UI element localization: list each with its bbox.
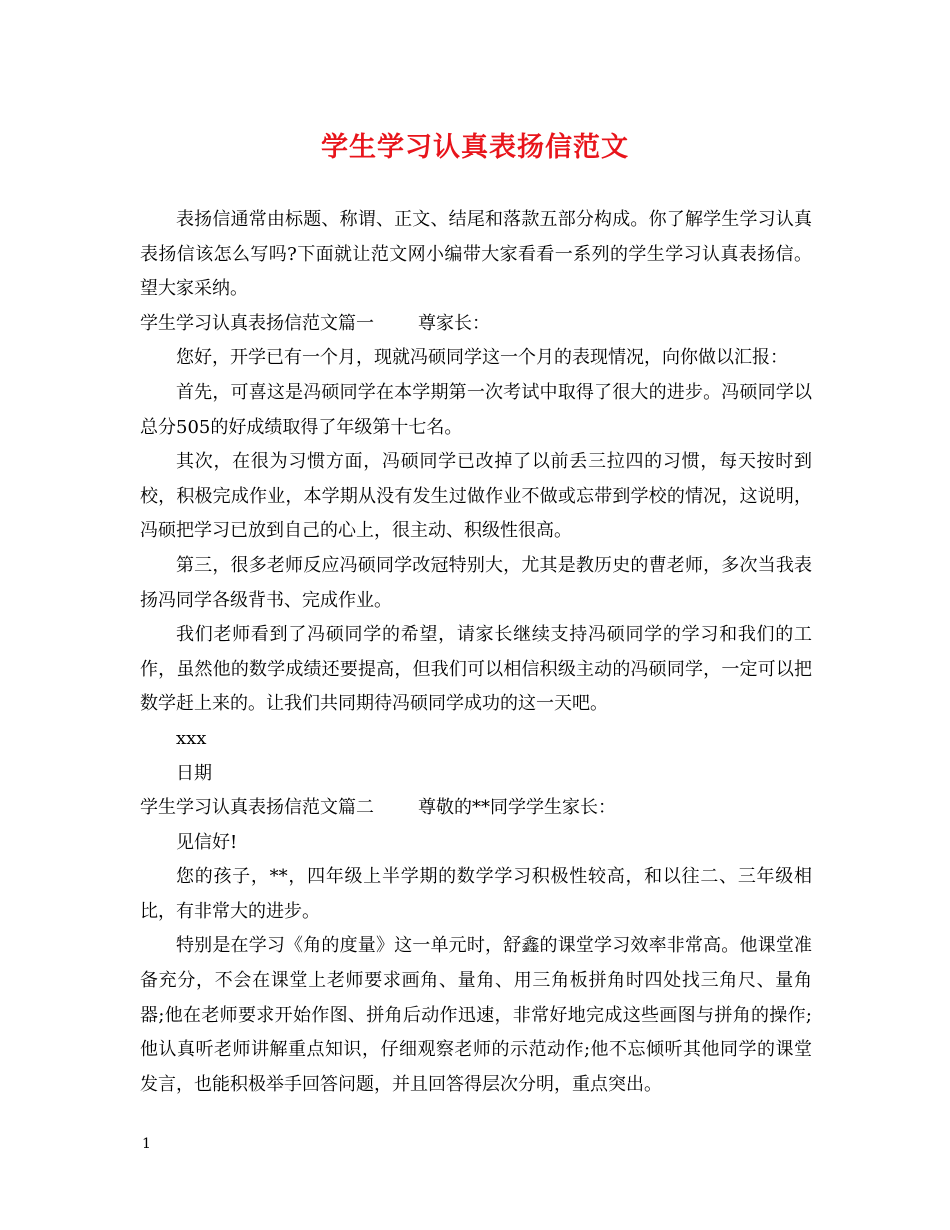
section2-paragraph: 特别是在学习《角的度量》这一单元时，舒鑫的课堂学习效率非常高。他课堂准备充分，不会在课堂上老师要求画角、量角、用三角板拼角时四处找三角尺、量角器;他在老师要求开始作图、拼角后动作迅速，非常好地完成这些画图与拼角的操作;他认真听老师讲解重点知识，仔细观察老师的示范动作;他不忘倾听其他同学的课堂发言，也能积极举手回答问题，并且回答得层次分明，重点突出。 xyxy=(140,935,812,1095)
section1-heading: 学生学习认真表扬信范文篇一 xyxy=(140,312,374,334)
section1-paragraph: 第三，很多老师反应冯硕同学改冠特别大，尤其是教历史的曹老师，多次当我表扬冯同学各级背书、完成作业。 xyxy=(140,554,812,611)
section1-heading-line xyxy=(140,307,812,342)
section1-date: 日期 xyxy=(176,762,212,784)
page-number: 1 xyxy=(142,1136,151,1152)
intro-paragraph: 表扬信通常由标题、称谓、正文、结尾和落款五部分构成。你了解学生学习认真表扬信该怎么写吗?下面就让范文网小编带大家看看一系列的学生学习认真表扬信。望大家采纳。 xyxy=(140,209,812,300)
section1-paragraph: 您好，开学已有一个月，现就冯硕同学这一个月的表现情况，向你做以汇报： xyxy=(176,347,788,369)
section2-salutation: 尊敬的**同学学生家长： xyxy=(418,797,616,819)
section2-heading-line xyxy=(140,791,812,826)
section1-paragraph: 其次，在很为习惯方面，冯硕同学已改掉了以前丢三拉四的习惯，每天按时到校，积极完成作业，本学期从没有发生过做作业不做或忘带到学校的情况，这说明，冯硕把学习已放到自己的心上，很主动、积级性很高。 xyxy=(140,451,812,542)
document-title: 学生学习认真表扬信范文 xyxy=(321,132,629,163)
section1-signature: xxx xyxy=(176,727,207,749)
section2-paragraph: 见信好! xyxy=(176,831,238,853)
section1-paragraph: 我们老师看到了冯硕同学的希望，请家长继续支持冯硕同学的学习和我们的工作，虽然他的数学成绩还要提高，但我们可以相信积级主动的冯硕同学，一定可以把数学赶上来的。让我们共同期待冯硕同学成功的这一天吧。 xyxy=(140,624,812,715)
section2-heading: 学生学习认真表扬信范文篇二 xyxy=(140,797,374,819)
section1-paragraph: 首先，可喜这是冯硕同学在本学期第一次考试中取得了很大的进步。冯硕同学以总分505的好成绩取得了年级第十七名。 xyxy=(140,381,812,438)
section1-salutation: 尊家长： xyxy=(418,312,490,334)
document-body xyxy=(140,203,812,1102)
section2-paragraph: 您的孩子，**，四年级上半学期的数学学习积极性较高，和以往二、三年级相比，有非常大的进步。 xyxy=(140,866,812,922)
